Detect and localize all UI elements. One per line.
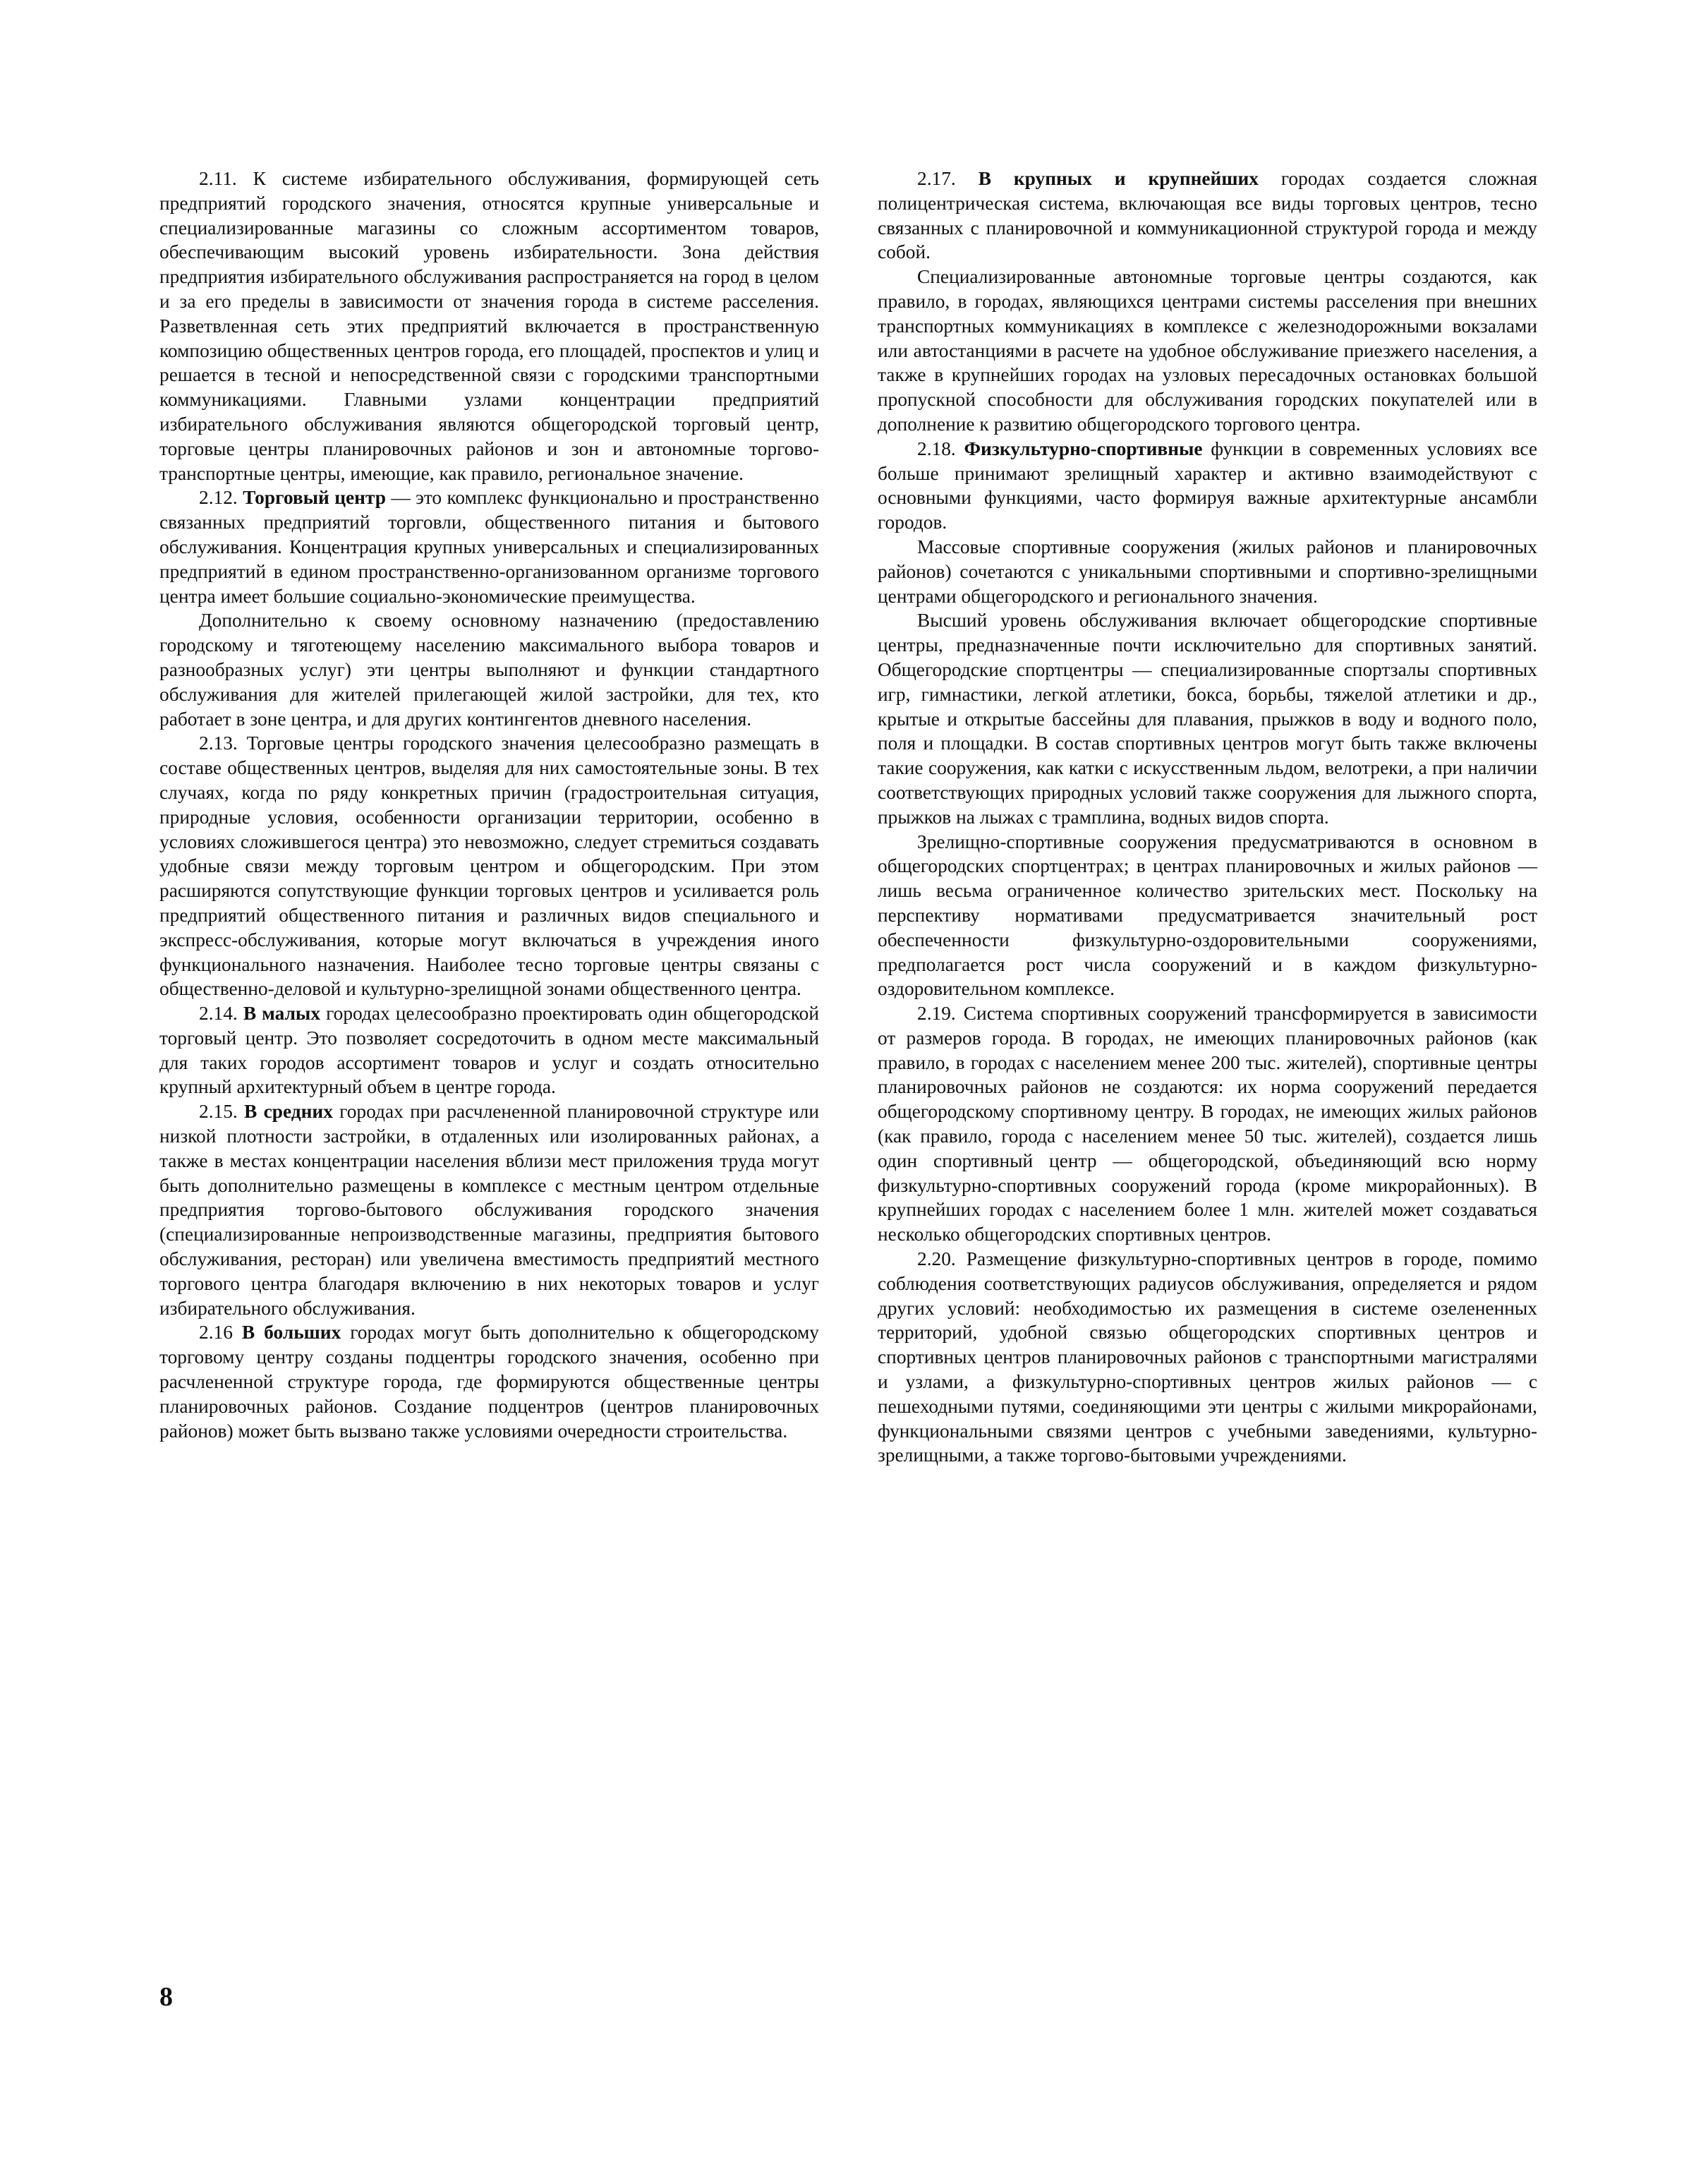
paragraph-2-17-continued: Специализированные автономные торговые центры создаются, как правило, в городах, являющихся центрами системы расселения при внешних транспортных коммуникациях в комплексе с железнодорожными вокзалами или автостанциями в расчете на удобное обслуживание приезжего населения, а также в крупнейших городах на узловых пересадочных остановках большой пропускной способности для обслуживания городских покупателей или в дополнение к развитию общегородского торгового центра. bbox=[878, 266, 1537, 435]
paragraph-2-18-mass-sports: Массовые спортивные сооружения (жилых районов и планировочных районов) сочетаются с уникальными спортивными и спортивно-зрелищными центрами общегородского и регионального значения. bbox=[878, 536, 1537, 607]
paragraph-2-11: 2.11. К системе избирательного обслуживания, формирующей сеть предприятий городского значения, относятся крупные универсальные и специализированные магазины со сложным ассортиментом товаров, обеспечивающим высокий уровень избирательности. Зона действия предприятия избирательного обслуживания распространяется на город в целом и за его пределы в зависимости от значения города в системе расселения. Разветвленная сеть этих предприятий включается в пространственную композицию общественных центров города, его площадей, проспектов и улиц и решается в тесной и непосредственной связи с городскими транспортными коммуникациями. Главными узлами концентрации предприятий избирательного обслуживания являются общегородской торговый центр, торговые центры планировочных районов и зон и автономные торгово-транспортные центры, имеющие, как правило, региональное значение. bbox=[159, 168, 819, 484]
paragraph-2-12-continued: Дополнительно к своему основному назначению (предоставлению городскому и тяготеющему населению максимального выбора товаров и разнообразных услуг) эти центры выполняют и функции стандартного обслуживания для жителей прилегающей жилой застройки, для тех, кто работает в зоне центра, и для других контингентов дневного населения. bbox=[159, 610, 819, 730]
paragraph-2-16: 2.16 В больших городах могут быть дополнительно к общегородскому торговому центру созданы подцентры городского значения, особенно при расчлененной структуре города, где формируются общественные центры планировочных районов. Создание подцентров (центров планировочных районов) может быть вызвано также условиями очередности строительства. bbox=[159, 1322, 819, 1442]
paragraph-2-18-spectator: Зрелищно-спортивные сооружения предусматриваются в основном в общегородских спортцентрах; в центрах планировочных и жилых районов — лишь весьма ограниченное количество зрительских мест. Поскольку на перспективу нормативами предусматривается значительный рост обеспеченности физкультурно-оздоровительными сооружениями, предполагается рост числа сооружений и в каждом физкультурно-оздоровительном комплексе. bbox=[878, 831, 1537, 1000]
paragraph-2-13: 2.13. Торговые центры городского значения целесообразно размещать в составе общественных центров, выделяя для них самостоятельные зоны. В тех случаях, когда по ряду конкретных причин (градостроительная ситуация, природные условия, особенности организации территории, особенно в условиях сложившегося центра) это невозможно, следует стремиться создавать удобные связи между торговым центром и общегородским. При этом расширяются сопутствующие функции торговых центров и усиливается роль предприятий общественного питания и различных видов специального и экспресс-обслуживания, которые могут включаться в учреждения иного функционального назначения. Наиболее тесно торговые центры связаны с общественно-деловой и культурно-зрелищной зонами общественного центра. bbox=[159, 732, 819, 1000]
right-column bbox=[878, 167, 1537, 1468]
paragraph-2-19: 2.19. Система спортивных сооружений трансформируется в зависимости от размеров города. В городах, не имеющих планировочных районов (как правило, в городах с населением менее 200 тыс. жителей), спортивные центры планировочных районов не создаются: их норма сооружений передается общегородскому спортивному центру. В городах, не имеющих жилых районов (как правило, города с населением менее 50 тыс. жителей), создается лишь один спортивный центр — общегородской, объединяющий всю норму физкультурно-спортивных сооружений города (кроме микрорайонных). В крупнейших городах с населением более 1 млн. жителей может создаваться несколько общегородских спортивных центров. bbox=[878, 1003, 1537, 1245]
paragraph-2-12: 2.12. Торговый центр — это комплекс функционально и пространственно связанных предприятий торговли, общественного питания и бытового обслуживания. Концентрация крупных универсальных и специализированных предприятий в едином пространственно-организованном организме торгового центра имеет большие социально-экономические преимущества. bbox=[159, 487, 820, 607]
paragraph-2-14: 2.14. В малых городах целесообразно проектировать один общегородской торговый центр. Это позволяет сосредоточить в одном месте максимальный для таких городов ассортимент товаров и услуг и создать относительно крупный архитектурный объем в центре города. bbox=[159, 1003, 819, 1098]
paragraph-2-15: 2.15. В средних городах при расчлененной планировочной структуре или низкой плотности застройки, в отдаленных или изолированных районах, а также в местах концентрации населения вблизи мест приложения труда могут быть дополнительно размещены в комплексе с местным центром отдельные предприятия торгово-бытового обслуживания городского значения (специализированные непроизводственные магазины, предприятия бытового обслуживания, ресторан) или увеличена вместимость предприятий местного торгового центра благодаря включению в них некоторых товаров и услуг избирательного обслуживания. bbox=[159, 1101, 819, 1319]
paragraph-2-20: 2.20. Размещение физкультурно-спортивных центров в городе, помимо соблюдения соответствующих радиусов обслуживания, определяется и рядом других условий: необходимостью их размещения в системе озелененных территорий, удобной связью общегородских спортивных центров и спортивных центров планировочных районов с транспортными магистралями и узлами, а физкультурно-спортивных центров жилых районов — с пешеходными путями, соединяющими эти центры с жилыми микрорайонами, функциональными связями центров с учебными заведениями, культурно-зрелищными, а также торгово-бытовыми учреждениями. bbox=[878, 1248, 1537, 1466]
paragraph-2-18: 2.18. Физкультурно-спортивные функции в современных условиях все больше принимают зрелищный характер и активно взаимодействуют с основными функциями, часто формируя важные архитектурные ансамбли городов. bbox=[878, 437, 1537, 533]
paragraph-2-18-higher-level: Высший уровень обслуживания включает общегородские спортивные центры, предназначенные почти исключительно для спортивных занятий. Общегородские спортцентры — специализированные спортзалы спортивных игр, гимнастики, легкой атлетики, бокса, борьбы, тяжелой атлетики и др., крытые и открытые бассейны для плавания, прыжков в воду и водного поло, поля и площадки. В состав спортивных центров могут быть также включены такие сооружения, как катки с искусственным льдом, велотреки, а при наличии соответствующих природных условий также сооружения для лыжного спорта, прыжков на лыжах с трамплина, водных видов спорта. bbox=[878, 610, 1537, 828]
paragraph-2-17: 2.17. В крупных и крупнейших городах создается сложная полицентрическая система, включающая все виды торговых центров, тесно связанных с планировочной и коммуникационной структурой города и между собой. bbox=[878, 168, 1537, 263]
left-column bbox=[159, 167, 819, 1443]
page-number: 8 bbox=[159, 1982, 173, 2012]
